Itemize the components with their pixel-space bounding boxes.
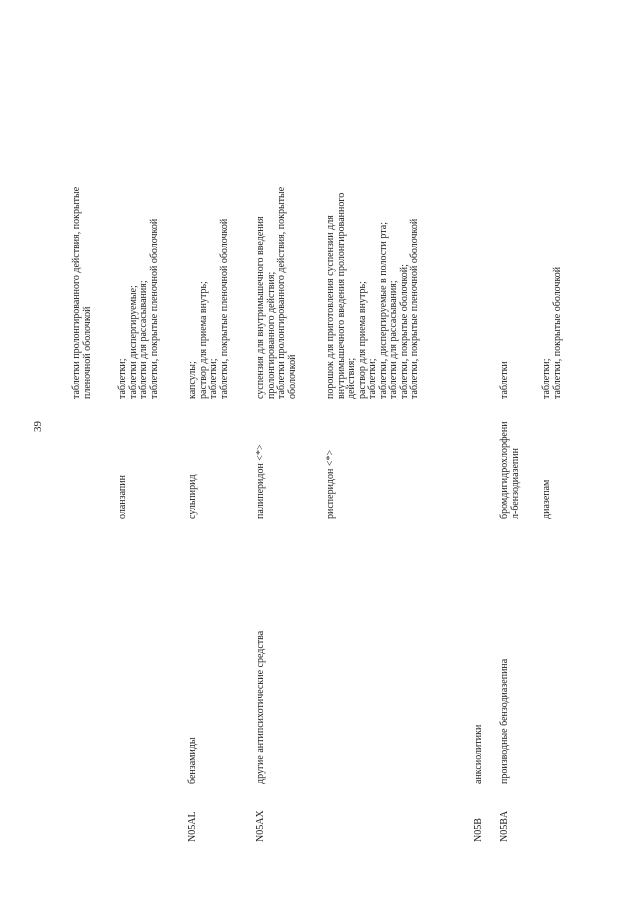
dosage-form-line: таблетки bbox=[499, 361, 510, 399]
dosage-form-line: внутримышечного введения пролонгированного bbox=[335, 192, 347, 399]
dosage-form-line: таблетки, покрытые пленочной оболочкой bbox=[218, 218, 230, 399]
dosage-forms-cell bbox=[256, 29, 298, 399]
dosage-form-line: таблетки диспергируемые; bbox=[127, 285, 139, 399]
atc-code-cell bbox=[188, 787, 199, 842]
drug-name: оланзапин bbox=[117, 475, 128, 519]
dosage-form-line: таблетки; bbox=[367, 358, 378, 399]
atc-code: N05B bbox=[473, 818, 484, 842]
drug-name-cell bbox=[118, 404, 129, 519]
dosage-form-line: таблетки, покрытые оболочкой bbox=[551, 266, 563, 399]
atc-code-cell bbox=[256, 787, 267, 842]
dosage-form-line: порошок для приготовления суспензии для bbox=[325, 215, 336, 399]
atc-code: N05BA bbox=[499, 810, 510, 842]
dosage-form-line: таблетки пролонгированного действия, покрытые bbox=[71, 186, 82, 399]
dosage-form-line: таблетки пролонгированного действия, покрытые bbox=[276, 186, 287, 399]
drug-name: сульпирид bbox=[187, 474, 198, 519]
drug-name: бромдигидрохлорфени bbox=[499, 421, 510, 519]
drug-name-cell bbox=[500, 404, 521, 519]
dosage-form-line: раствор для приема внутрь; bbox=[197, 281, 209, 399]
group-name-cell bbox=[188, 524, 199, 784]
dosage-form-line: таблетки, покрытые оболочкой; bbox=[398, 264, 410, 399]
dosage-forms-cell bbox=[72, 29, 93, 399]
dosage-form-line: таблетки, покрытые пленочной оболочкой bbox=[409, 218, 420, 399]
atc-code-cell bbox=[474, 787, 485, 842]
dosage-form-line: таблетки, диспергируемые в полости рта; bbox=[377, 222, 389, 399]
dosage-form-line: таблетки; bbox=[541, 358, 552, 399]
drug-name: л-бензодиазепин bbox=[509, 448, 521, 519]
dosage-form-line: суспензия для внутримышечного введения bbox=[255, 216, 266, 399]
dosage-form-line: раствор для приема внутрь; bbox=[356, 281, 368, 399]
drug-name-cell bbox=[188, 404, 199, 519]
page-number: 39 bbox=[32, 421, 44, 432]
group-name: бензамиды bbox=[187, 737, 198, 784]
drug-name-cell bbox=[326, 404, 337, 519]
dosage-form-line: таблетки; bbox=[117, 358, 128, 399]
dosage-form-line: капсулы; bbox=[187, 361, 198, 399]
drug-name-cell bbox=[542, 404, 553, 519]
atc-code: N05AX bbox=[255, 810, 266, 842]
dosage-forms-cell bbox=[500, 29, 511, 399]
dosage-form-line: таблетки для рассасывания; bbox=[138, 280, 149, 399]
dosage-form-line: таблетки, покрытые пленочной оболочкой bbox=[148, 218, 160, 399]
group-name-cell bbox=[474, 524, 485, 784]
group-name-cell bbox=[500, 524, 511, 784]
drug-name: диазепам bbox=[541, 479, 552, 519]
atc-code: N05AL bbox=[187, 811, 198, 842]
dosage-form-line: таблетки; bbox=[208, 358, 219, 399]
dosage-forms-cell bbox=[326, 29, 421, 399]
group-name: производные бензодиазепина bbox=[499, 658, 510, 784]
group-name: другие антипсихотические средства bbox=[255, 630, 266, 784]
drug-name: палиперидон <*> bbox=[255, 444, 266, 519]
group-name: анксиолитики bbox=[473, 724, 484, 784]
dosage-form-line: таблетки для рассасывания; bbox=[388, 280, 399, 399]
dosage-form-line: оболочкой bbox=[286, 354, 298, 399]
dosage-forms-cell bbox=[188, 29, 230, 399]
dosage-form-line: пролонгированного действия; bbox=[265, 271, 277, 399]
dosage-forms-cell bbox=[542, 29, 563, 399]
drug-name-cell bbox=[256, 404, 267, 519]
dosage-form-line: действия; bbox=[346, 357, 357, 399]
drug-name: рисперидон <*> bbox=[325, 449, 336, 519]
group-name-cell bbox=[256, 524, 267, 784]
atc-code-cell bbox=[500, 787, 511, 842]
dosage-forms-cell bbox=[118, 29, 160, 399]
dosage-form-line: пленочной оболочкой bbox=[81, 306, 93, 399]
drug-table bbox=[60, 22, 563, 842]
